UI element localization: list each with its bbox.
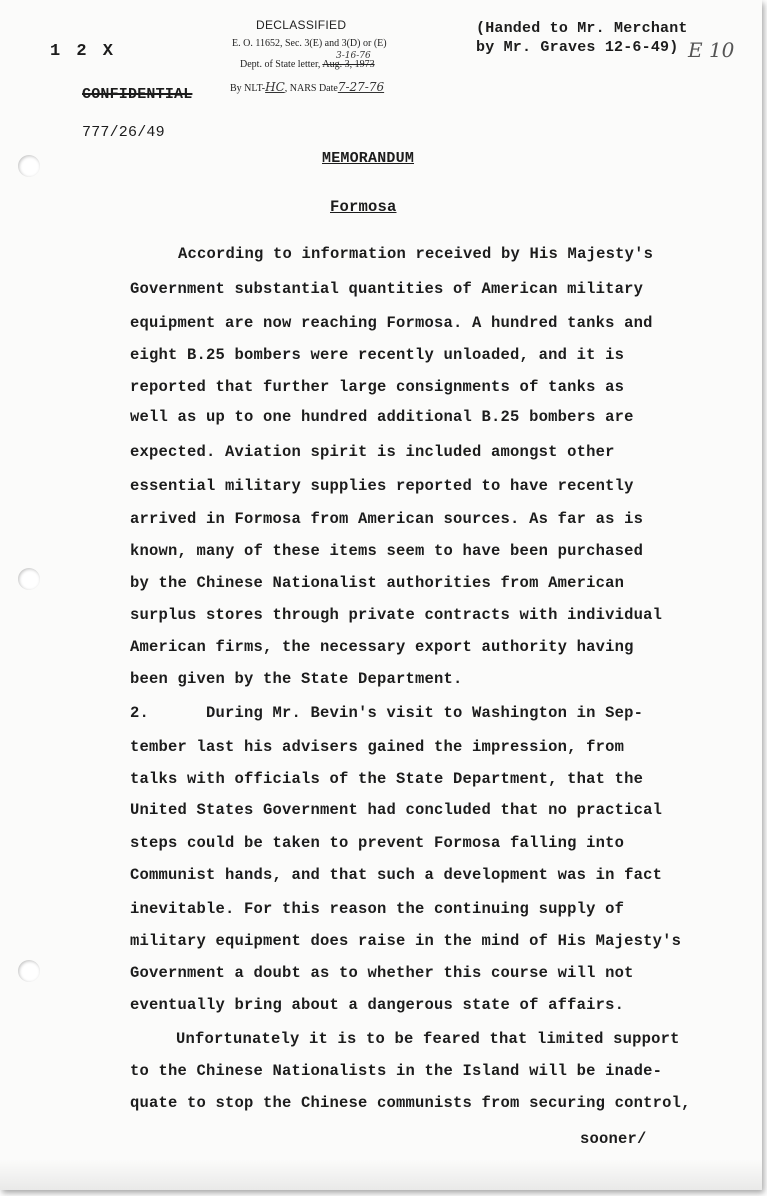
body-line: Communist hands, and that such a development was in fact [130, 866, 663, 884]
corner-mark: 1 2 X [50, 42, 117, 61]
body-line: steps could be taken to prevent Formosa falling into [130, 834, 625, 852]
handwritten-letter-date: 3-16-76 [336, 51, 371, 61]
body-line: surplus stores through private contracts with individual [130, 606, 663, 624]
declassified-by-line: By NLT-HC, NARS Date7-27-76 [230, 80, 385, 94]
body-line: Government a doubt as to whether this course will not [130, 964, 634, 982]
body-line: known, many of these items seem to have been purchased [130, 542, 644, 560]
body-line: 2. During Mr. Bevin's visit to Washington in Sep- [130, 704, 644, 722]
body-line: well as up to one hundred additional B.25 bombers are [130, 408, 634, 426]
memo-subject: Formosa [330, 198, 397, 216]
memo-heading: MEMORANDUM [322, 150, 415, 167]
body-line: United States Government had concluded that no practical [130, 801, 663, 819]
body-line: According to information received by His Majesty's [178, 245, 654, 263]
body-line: equipment are now reaching Formosa. A hundred tanks and [130, 314, 653, 332]
body-line: Unfortunately it is to be feared that limited support [176, 1030, 680, 1048]
body-line: arrived in Formosa from American sources. As far as is [130, 510, 644, 528]
punch-hole-middle [18, 568, 40, 590]
body-line: inevitable. For this reason the continuing supply of [130, 900, 625, 918]
body-line: to the Chinese Nationalists in the Island will be inade- [130, 1062, 663, 1080]
body-line: Government substantial quantities of American military [130, 280, 644, 298]
handed-note-line1: (Handed to Mr. Merchant [476, 20, 688, 37]
body-line: expected. Aviation spirit is included amongst other [130, 443, 615, 461]
punch-hole-top [18, 155, 40, 177]
classification-struck: CONFIDENTIAL [82, 86, 193, 103]
punch-hole-bottom [18, 960, 40, 982]
catchword: sooner/ [580, 1130, 647, 1148]
declassified-title: DECLASSIFIED [256, 18, 347, 32]
body-line: eight B.25 bombers were recently unloaded, and it is [130, 346, 625, 364]
declassified-letter-line: Dept. of State letter, Aug. 3, 1973 [240, 59, 375, 70]
declassified-authority: E. O. 11652, Sec. 3(E) and 3(D) or (E) [232, 38, 387, 49]
body-line: been given by the State Department. [130, 670, 463, 688]
body-line: American firms, the necessary export authority having [130, 638, 634, 656]
body-line: military equipment does raise in the mind of His Majesty's [130, 932, 682, 950]
body-line: reported that further large consignments of tanks as [130, 378, 625, 396]
body-line: by the Chinese Nationalist authorities from American [130, 574, 625, 592]
reference-number: 777/26/49 [82, 124, 165, 141]
body-line: talks with officials of the State Department, that the [130, 770, 644, 788]
body-line: essential military supplies reported to have recently [130, 477, 634, 495]
handed-note-line2: by Mr. Graves 12-6-49) [476, 39, 679, 56]
body-line: quate to stop the Chinese communists from securing control, [130, 1094, 691, 1112]
handwritten-code: E 10 [688, 38, 735, 62]
body-line: tember last his advisers gained the impression, from [130, 738, 625, 756]
body-line: eventually bring about a dangerous state of affairs. [130, 996, 625, 1014]
